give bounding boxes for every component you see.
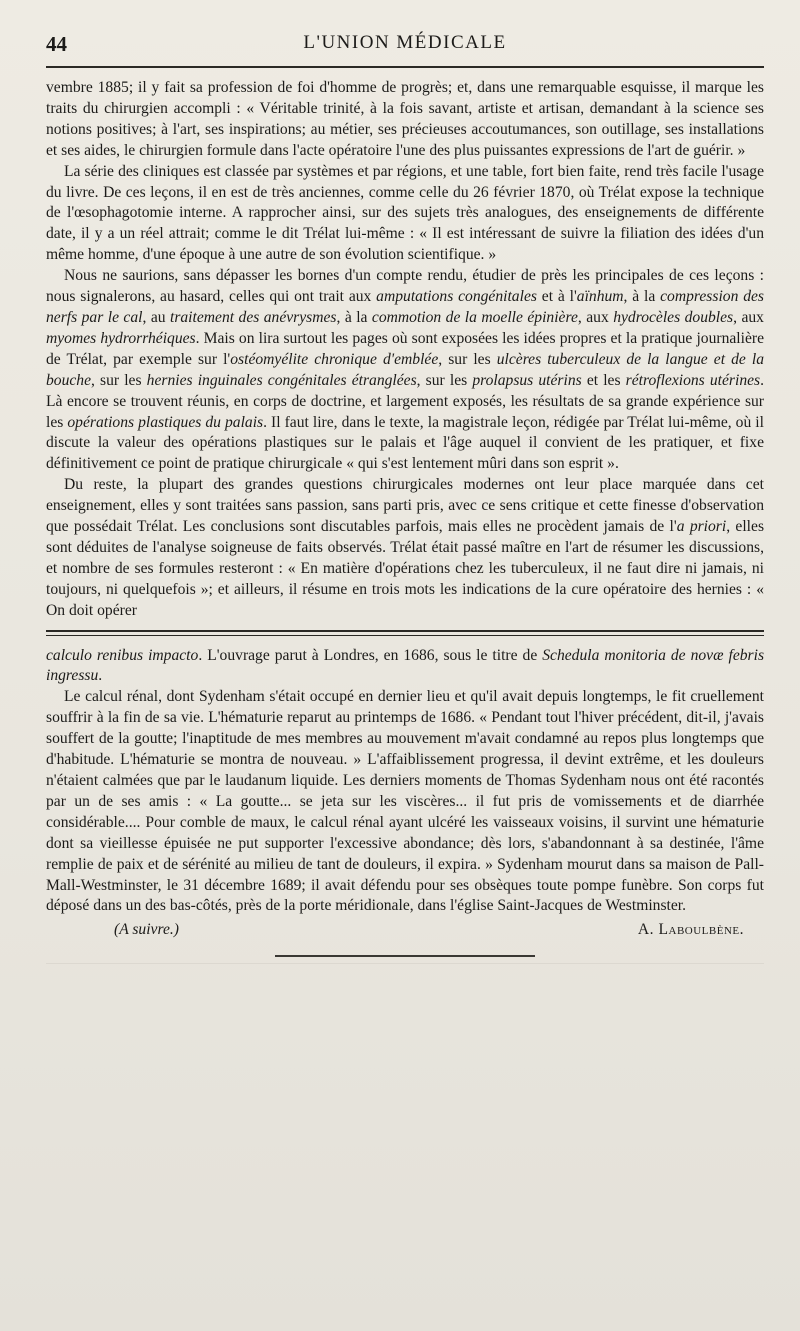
footnote-separator (46, 630, 764, 636)
page-header (46, 24, 764, 64)
page-number: 44 (46, 32, 67, 56)
author-signature: A. Laboulbène. (637, 921, 744, 939)
header-rule (46, 66, 764, 68)
show-through-texture (46, 963, 764, 1004)
note-paragraph-continued: calculo renibus impacto. L'ouvrage parut à Londres, en 1686, sous le titre de Schedula monitoria de novæ febris ingressu. (46, 646, 765, 685)
signature-row (46, 919, 764, 945)
main-text (46, 78, 764, 622)
paragraph-continued: vembre 1885; il y fait sa profession de foi d'homme de progrès; et, dans une remarquable esquisse, il marque les traits du chirurgien accompli : « Véritable trinité, à la fois savant, artiste et artisan, demandant à la science ses notions positives; à l'art, ses inspirations; au métier, ses précieuses accoutumances, son outillage, ses installations et ses aides, le chirurgien formule dans l'acte opératoire l'une des plus puissantes expressions de l'art de guérir. » (46, 79, 764, 159)
running-title: L'UNION MÉDICALE (303, 32, 507, 53)
closing-rule (275, 955, 535, 957)
paragraph: La série des cliniques est classée par systèmes et par régions, et une table, fort bien faite, rend très facile l'usage du livre. De ces leçons, il en est de très anciennes, comme celle du 26 février 1870, où Trélat expose la technique de l'œsophagotomie interne. A rapprocher ainsi, sur des sujets très analogues, des enseignements de différente date, il y a un réel attrait; comme le dit Trélat lui-même : « Il est intéressant de suivre la filiation des idées d'un même homme, d'une époque à une autre de son évolution scientifique. » (46, 162, 764, 264)
footnote-text (46, 646, 764, 918)
paragraph: Du reste, la plupart des grandes questions chirurgicales modernes ont leur place marquée dans cet enseignement, elles y sont traitées sans passion, sans parti pris, avec ce sens critique et cette finesse d'observation que possédait Trélat. Les conclusions sont discutables parfois, mais elles ne procèdent jamais de l'a priori, elles sont déduites de l'analyse soigneuse de faits observés. Trélat était passé maître en l'art de résumer les discussions, et nombre de ses formules resteront : « En matière d'opérations chez les tuberculeux, il ne faut dire ni jamais, ni toujours, ni quelquefois »; et ailleurs, il résume en trois mots les indications de la cure opératoire des hernies : « On doit opérer (46, 476, 765, 619)
note-paragraph: Le calcul rénal, dont Sydenham s'était occupé en dernier lieu et qu'il avait depuis longtemps, le fit cruellement souffrir à la fin de sa vie. L'hématurie reparut au printemps de 1686. « Pendant tout l'hiver précédent, dit-il, j'avais souffert de la goutte; l'inaptitude de mes membres au mouvement m'avait condamné au repos plus longtemps que d'habitude. L'hématurie se montra de nouveau. » L'affaiblissement progressa, il devint extrême, et les douleurs n'étaient calmées que par le laudanum liquide. Les derniers moments de Thomas Sydenham nous ont été racontés par un de ses amis : « La goutte... se jeta sur les viscères... il fut pris de vomissements et de diarrhée considérable.... Pour comble de maux, le calcul rénal ayant ulcéré les vaisseaux voisins, il survint une hématurie dont sa vieillesse épuisée ne put supporter l'excessive abondance; dès lors, s'abandonnant à sa destinée, l'âme remplie de paix et de sérénité au milieu de tant de douleurs, il expira. » Sydenham mourut dans sa maison de Pall-Mall-Westminster, le 31 décembre 1689; il avait défendu pour ses obsèques toute pompe funèbre. Son corps fut déposé dans un des bas-côtés, près de la porte méridionale, dans l'église Saint-Jacques de Westminster. (46, 688, 764, 915)
paragraph: Nous ne saurions, sans dépasser les bornes d'un compte rendu, étudier de près les principales de ces leçons : nous signalerons, au hasard, celles qui ont trait aux amputations congénitales et à l'aïnhum, à la compression des nerfs par le cal, au traitement des anévrysmes, à la commotion de la moelle épinière, aux hydrocèles doubles, aux myomes hydrorrhéiques. Mais on lira surtout les pages où sont exposées les idées propres et la pratique journalière de Trélat, par exemple sur l'ostéomyélite chronique d'emblée, sur les ulcères tuberculeux de la langue et de la bouche, sur les hernies inguinales congénitales étranglées, sur les prolapsus utérins et les rétroflexions utérines. Là encore se trouvent réunis, en corps de doctrine, et largement exposés, les résultats de sa grande expérience sur les opérations plastiques du palais. Il faut lire, dans le texte, la magistrale leçon, rédigée par Trélat lui-même, où il discute la valeur des opérations plastiques sur le palais et l'âge auquel il convient de les pratiquer, et fixe définitivement ce point de pratique chirurgicale « qui s'est lentement mûri dans son esprit ». (46, 267, 765, 473)
to-be-continued: (A suivre.) (114, 921, 179, 939)
